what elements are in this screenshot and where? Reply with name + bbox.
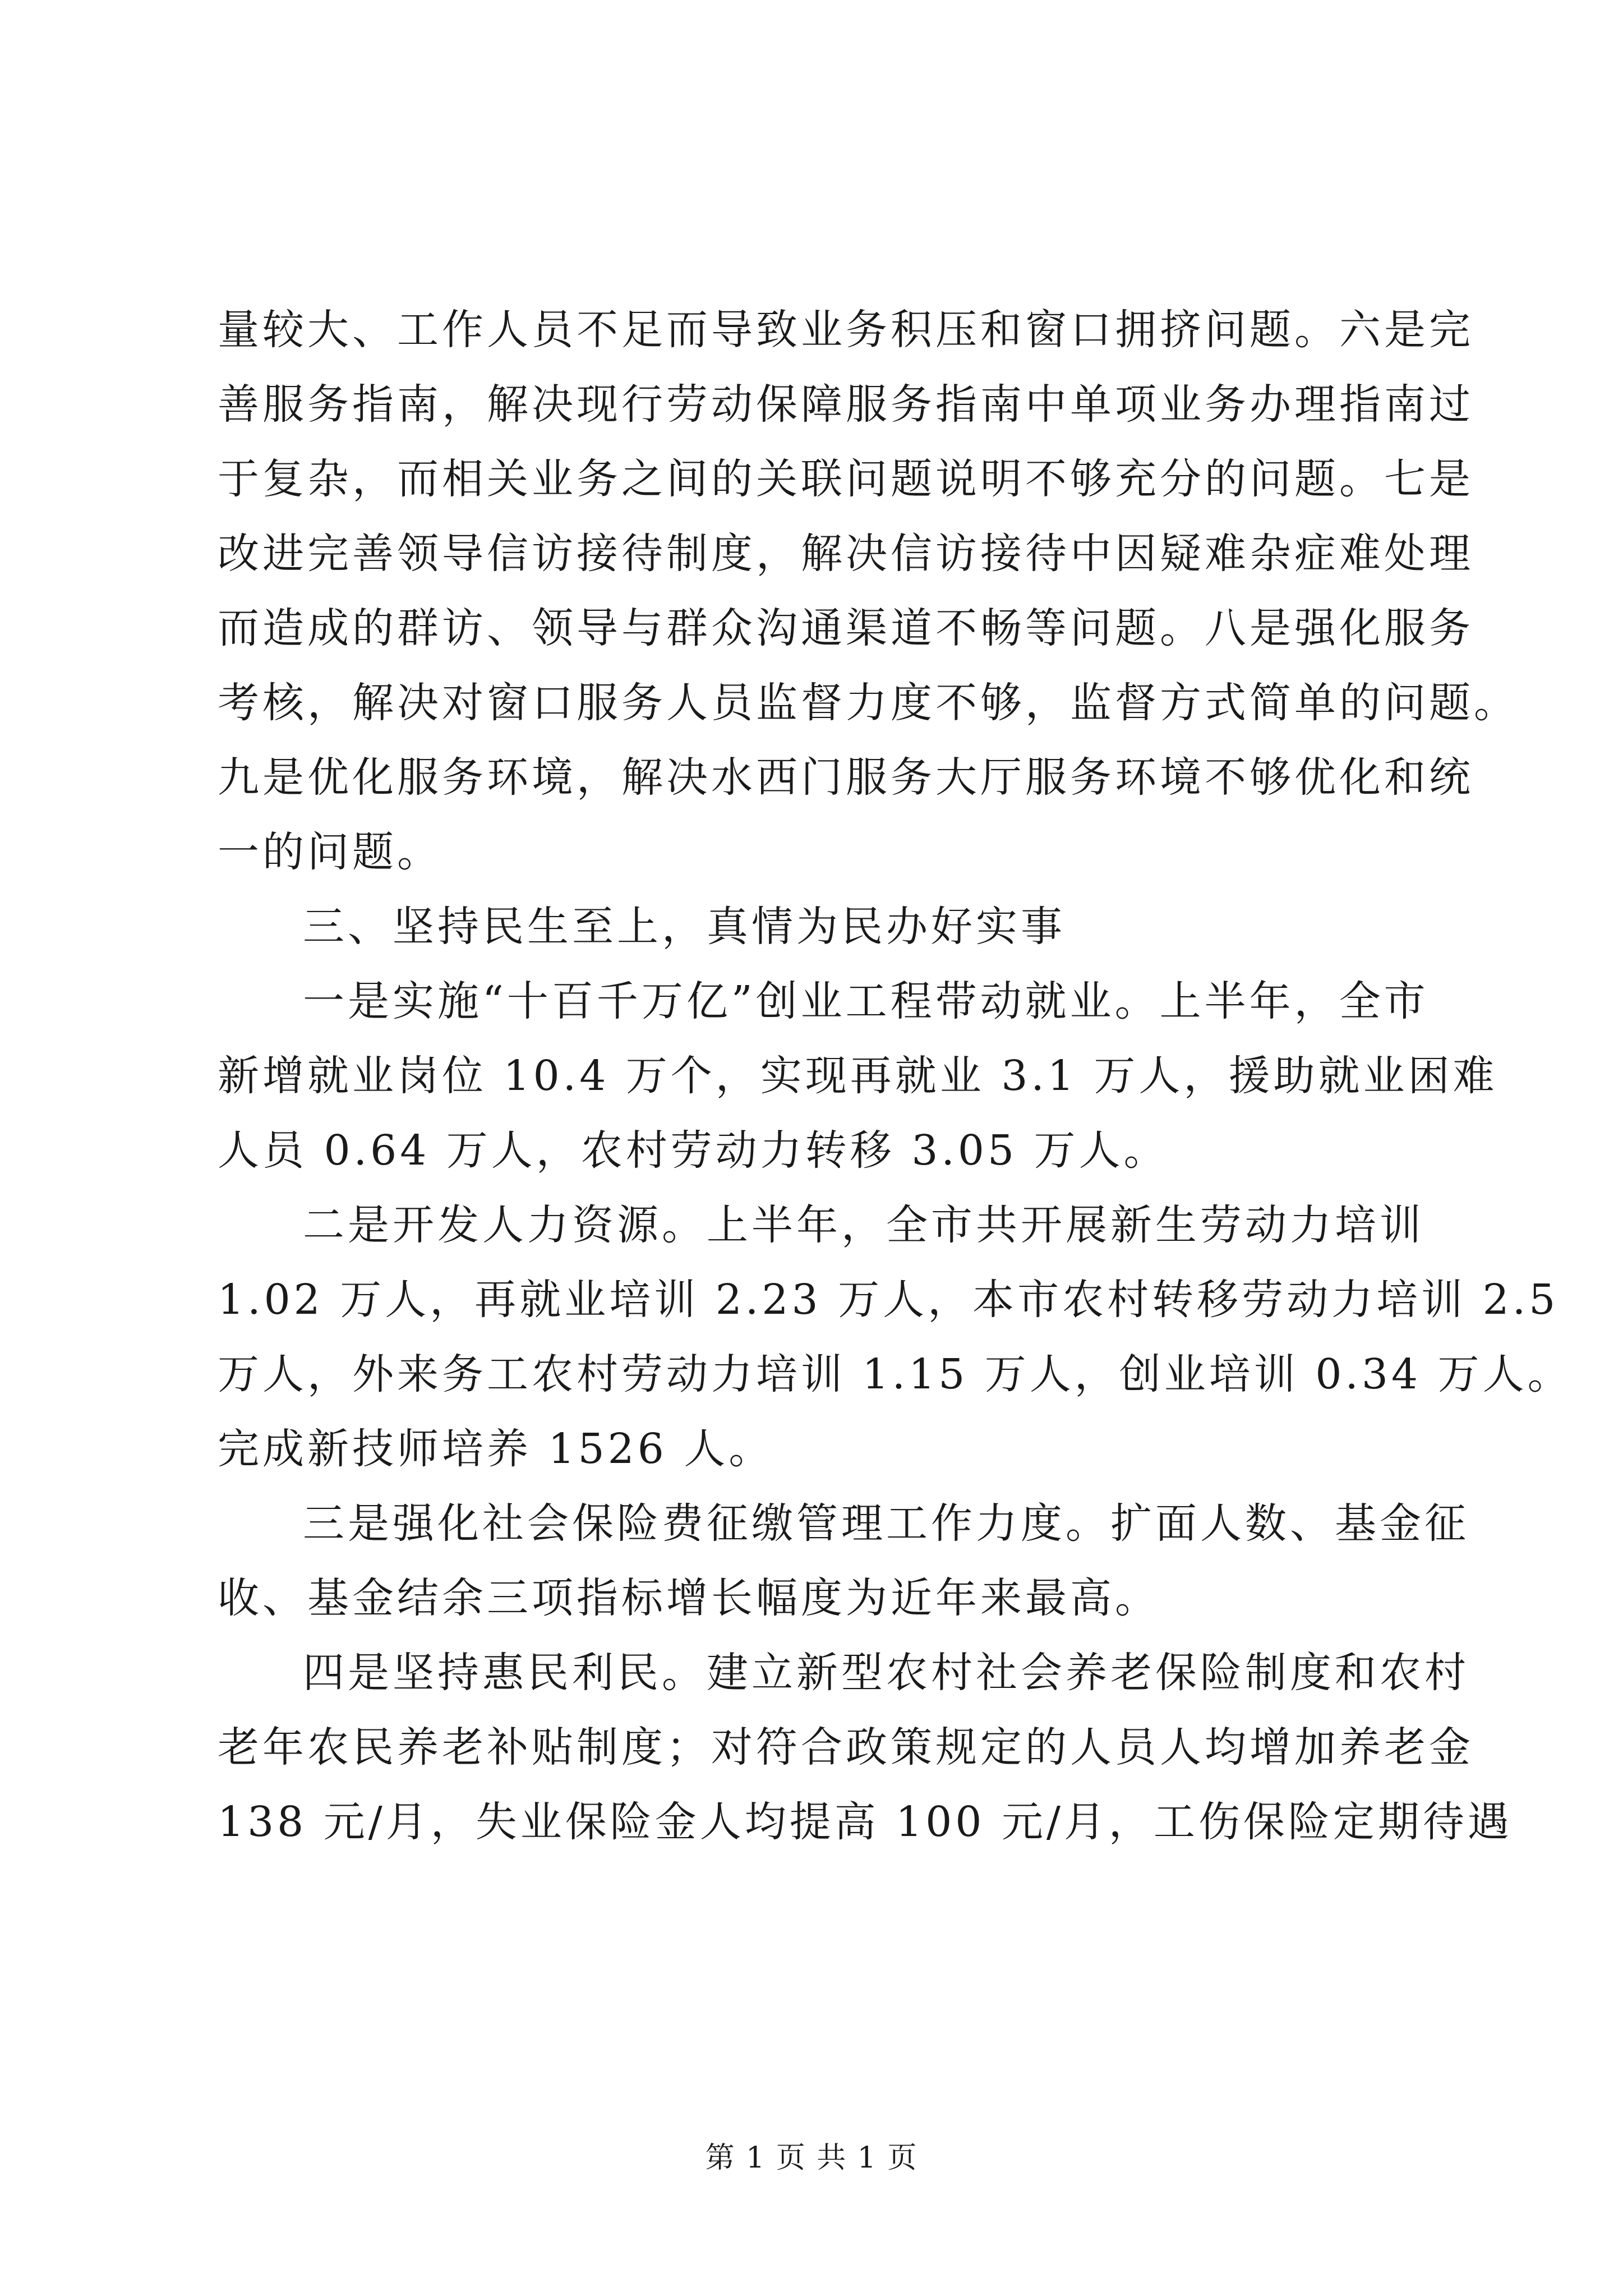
text-line: 万人，外来务工农村劳动力培训 1.15 万人，创业培训 0.34 万人。 (218, 1350, 1573, 1398)
text-line: 于复杂，而相关业务之间的关联问题说明不够充分的问题。七是 (218, 455, 1474, 503)
text-line: 一的问题。 (218, 828, 442, 876)
text-line: 四是坚持惠民利民。建立新型农村社会养老保险制度和农村 (303, 1649, 1469, 1697)
text-line: 善服务指南，解决现行劳动保障服务指南中单项业务办理指南过 (218, 380, 1474, 429)
text-line: 一是实施“十百千万亿”创业工程带动就业。上半年，全市 (303, 977, 1429, 1025)
page-footer: 第 1 页 共 1 页 (705, 2141, 918, 2175)
text-line: 改进完善领导信访接待制度，解决信访接待中因疑难杂症难处理 (218, 530, 1474, 578)
text-line: 人员 0.64 万人，农村劳动力转移 3.05 万人。 (218, 1126, 1169, 1175)
text-line: 九是优化服务环境，解决水西门服务大厅服务环境不够优化和统 (218, 753, 1474, 802)
text-line: 138 元/月，失业保险金人均提高 100 元/月，工伤保险定期待遇 (218, 1798, 1513, 1846)
text-line: 1.02 万人，再就业培训 2.23 万人，本市农村转移劳动力培训 2.5 (218, 1276, 1559, 1324)
text-line: 考核，解决对窗口服务人员监督力度不够，监督方式简单的问题。 (218, 679, 1519, 727)
text-line: 二是开发人力资源。上半年，全市共开展新生劳动力培训 (303, 1201, 1424, 1249)
text-line: 而造成的群访、领导与群众沟通渠道不畅等问题。八是强化服务 (218, 604, 1474, 652)
text-line: 三是强化社会保险费征缴管理工作力度。扩面人数、基金征 (303, 1499, 1469, 1548)
text-line: 完成新技师培养 1526 人。 (218, 1425, 774, 1473)
section-heading: 三、坚持民生至上，真情为民办好实事 (303, 903, 1066, 951)
text-line: 收、基金结余三项指标增长幅度为近年来最高。 (218, 1574, 1160, 1622)
text-line: 量较大、工作人员不足而导致业务积压和窗口拥挤问题。六是完 (218, 306, 1474, 354)
text-line: 老年农民养老补贴制度；对符合政策规定的人员人均增加养老金 (218, 1723, 1474, 1772)
text-line: 新增就业岗位 10.4 万个，实现再就业 3.1 万人，援助就业困难 (218, 1052, 1498, 1100)
document-body (218, 293, 1573, 1860)
